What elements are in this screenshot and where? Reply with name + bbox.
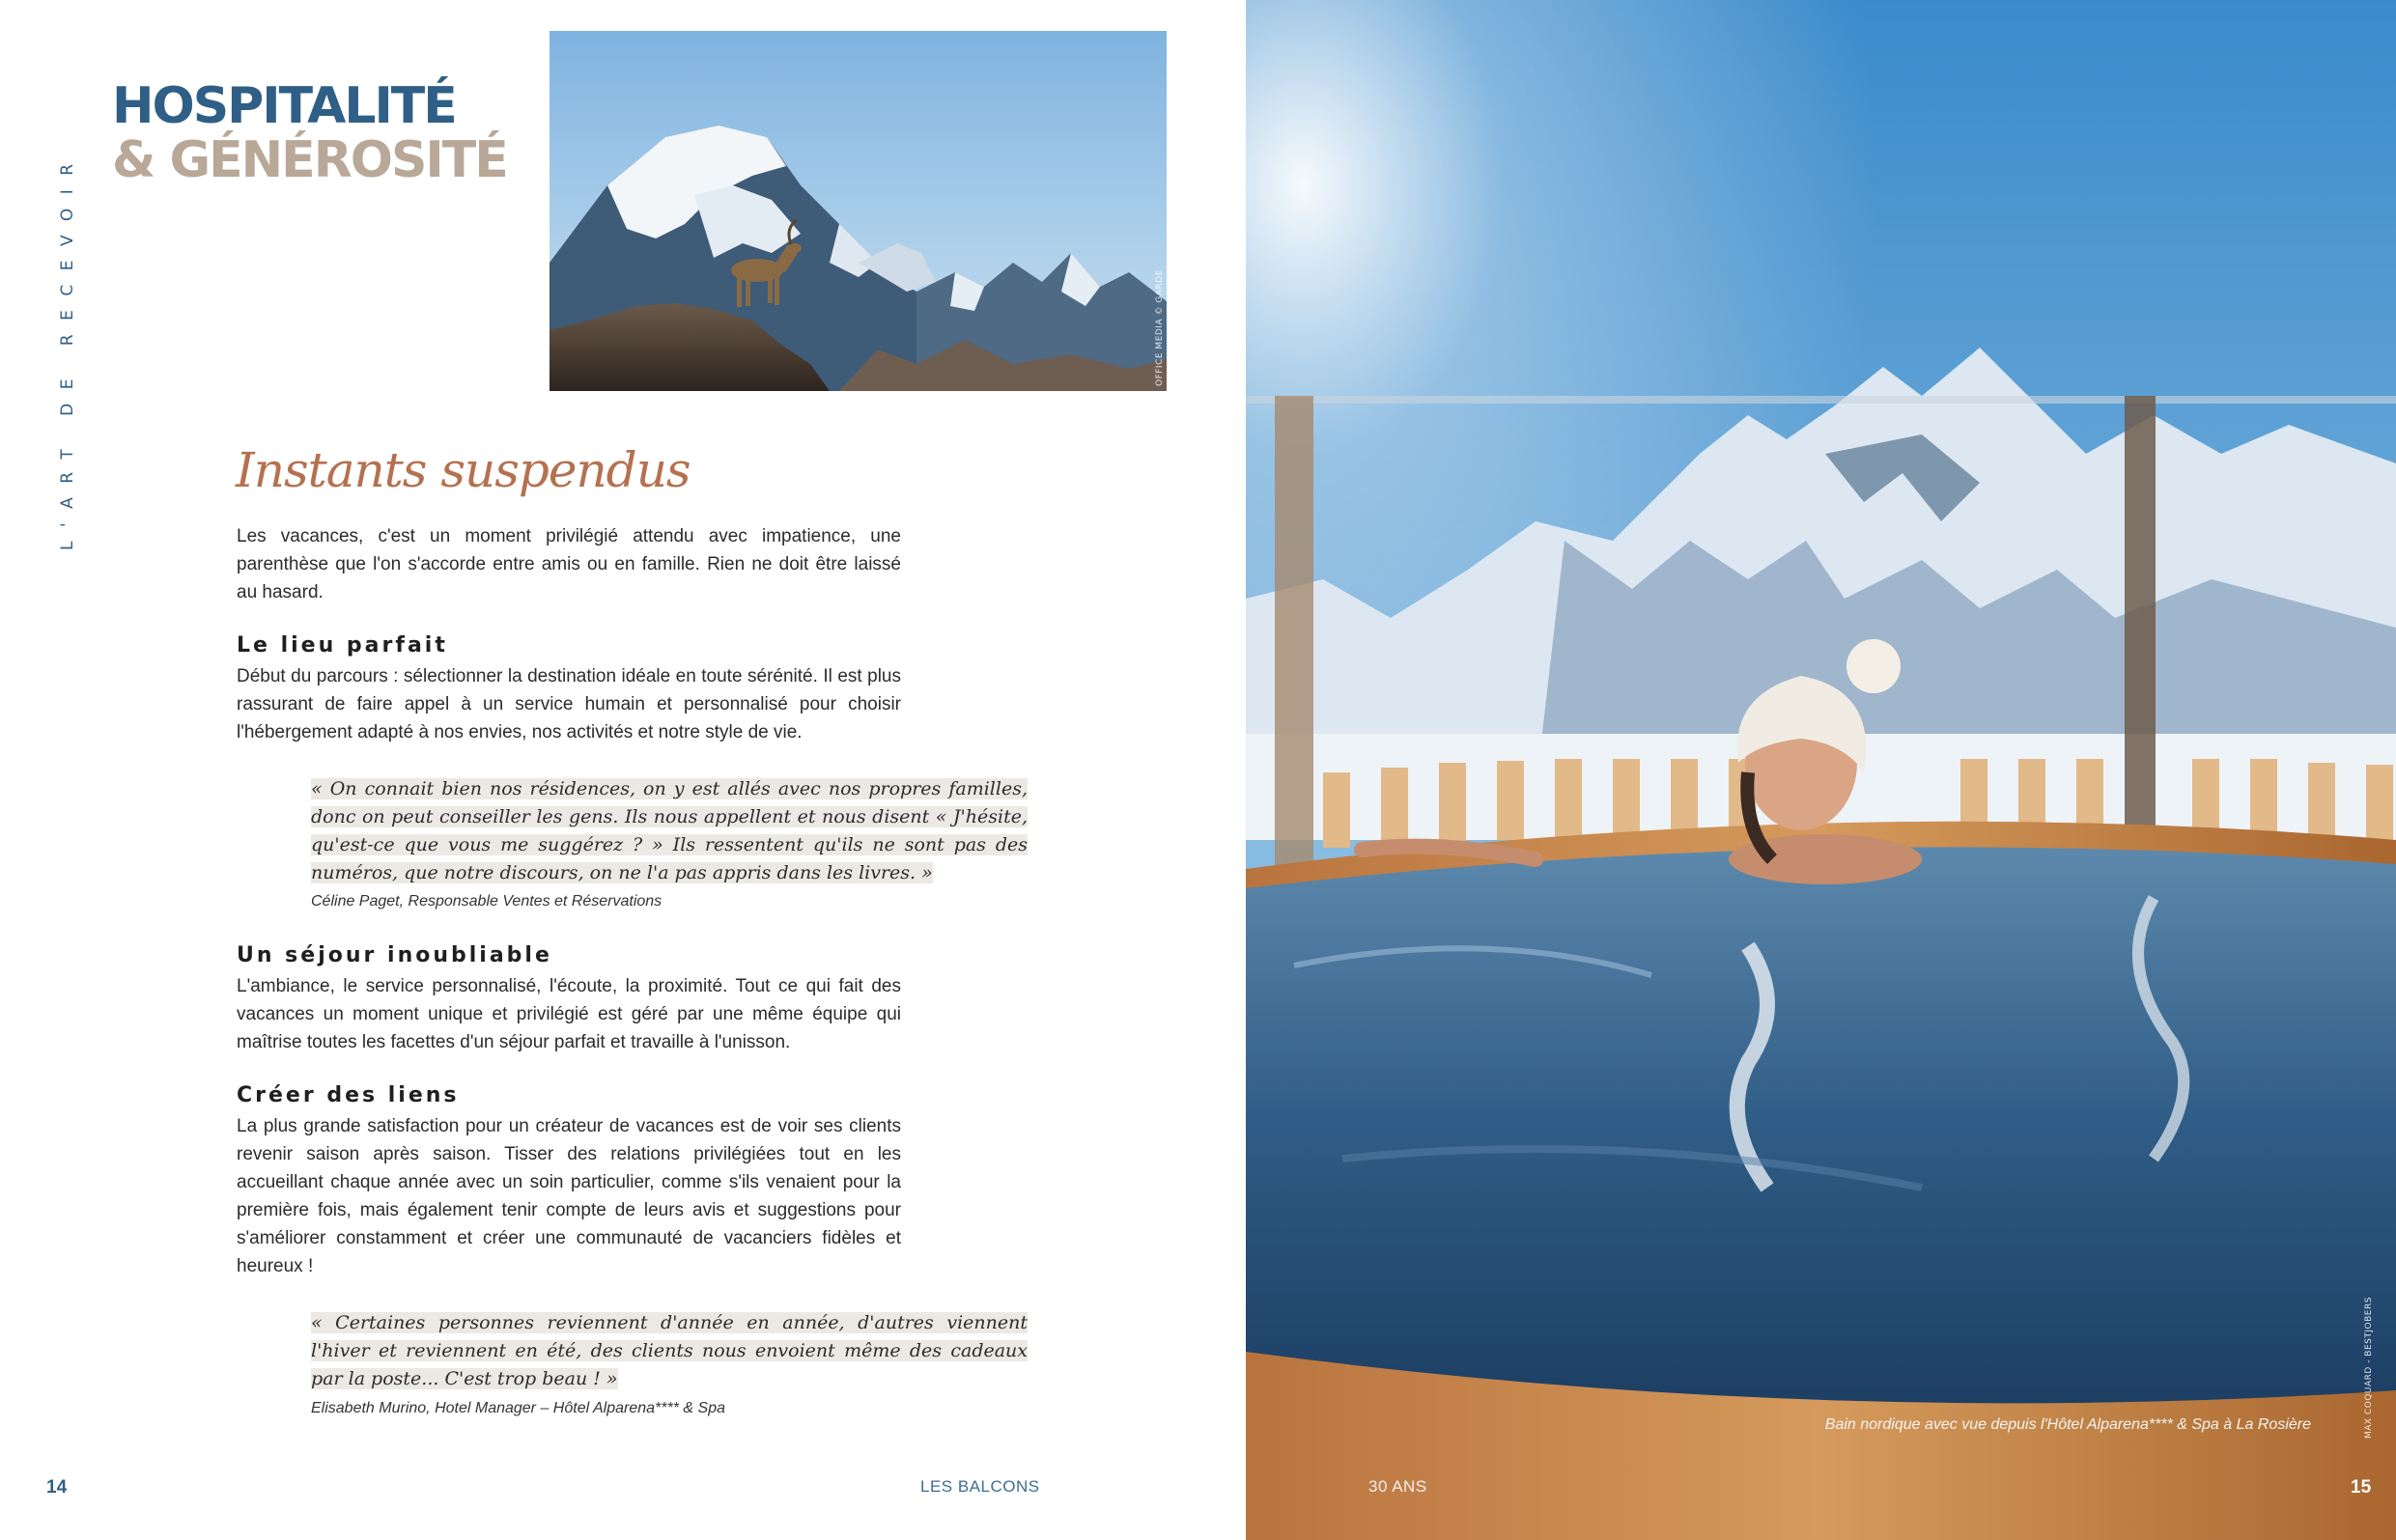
footer-brand-right: 30 ANS bbox=[1368, 1477, 1427, 1496]
section-heading-liens: Créer des liens bbox=[237, 1083, 460, 1107]
section-text-liens: La plus grande satisfaction pour un créateur de vacances est de voir ses clients revenir saison après saison. Tisser des relations privilégiées tout en les accueillant chaque année avec un soin particulier, comme s'ils venaient pour la première fois, mais également tenir compte de leurs avis et suggestions pour s'améliorer constamment et créer une communauté de vacanciers fidèles et heureux ! bbox=[237, 1116, 901, 1276]
footer-brand-left: LES BALCONS bbox=[920, 1477, 1040, 1496]
page-title bbox=[112, 79, 507, 187]
quote-2-author: Elisabeth Murino, Hotel Manager – Hôtel Alparena**** & Spa bbox=[311, 1400, 725, 1416]
intro-paragraph: Les vacances, c'est un moment privilégié attendu avec impatience, une parenthèse que l'on s'accorde entre amis ou en famille. Rien ne doit être laissé au hasard. bbox=[237, 526, 901, 602]
spa-photo-caption: Bain nordique avec vue depuis l'Hôtel Alparena**** & Spa à La Rosière bbox=[1824, 1416, 2311, 1433]
section-heading-lieu: Le lieu parfait bbox=[237, 633, 448, 658]
section-text-sejour: L'ambiance, le service personnalisé, l'écoute, la proximité. Tout ce qui fait des vacances un moment unique et privilégié est géré par une même équipe qui maîtrise toutes les facettes d'un séjour parfait et travaille à l'unisson. bbox=[237, 976, 901, 1052]
section-text-lieu: Début du parcours : sélectionner la destination idéale en toute sérénité. Il est plus rassurant de faire appel à un service humain et personnalisé pour choisir l'hébergement adapté à nos envies, nos activités et notre style de vie. bbox=[237, 666, 901, 742]
section-label bbox=[58, 87, 87, 550]
section-heading-sejour: Un séjour inoubliable bbox=[237, 943, 552, 967]
page-number-right: 15 bbox=[2351, 1477, 2372, 1498]
page-number-left: 14 bbox=[46, 1477, 68, 1498]
quote-1 bbox=[311, 775, 1028, 887]
right-page bbox=[1246, 0, 2396, 1540]
ibex-mountain-photo bbox=[550, 31, 1167, 391]
section-label-text: L'ART DE RECEVOIR bbox=[58, 150, 77, 550]
quote-2 bbox=[311, 1309, 1028, 1393]
spa-photo-credit: MAX COQUARD - BESTJOBERS bbox=[2364, 1297, 2374, 1439]
nordic-bath-photo bbox=[1246, 0, 2396, 1540]
title-line-2: & GÉNÉROSITÉ bbox=[112, 131, 507, 189]
quote-2-text: « Certaines personnes reviennent d'année en année, d'autres viennent l'hiver et reviennent en été, des clients nous envoient même des cadeaux par la poste... C'est trop beau ! » bbox=[311, 1312, 1028, 1389]
ibex-photo-credit: OFFICE MEDIA © GARDE bbox=[1155, 269, 1165, 386]
script-title: Instants suspendus bbox=[236, 442, 691, 498]
title-line-1: HOSPITALITÉ bbox=[112, 77, 456, 135]
quote-1-text: « On connait bien nos résidences, on y est allés avec nos propres familles, donc on peut conseiller les gens. Ils nous appellent et nous disent « J'hésite, qu'est-ce que vous me suggérez ? » Ils ressentent qu'ils ne sont pas des numéros, que notre discours, on ne l'a pas appris dans les livres. » bbox=[311, 778, 1028, 883]
quote-1-author: Céline Paget, Responsable Ventes et Réservations bbox=[311, 893, 662, 910]
